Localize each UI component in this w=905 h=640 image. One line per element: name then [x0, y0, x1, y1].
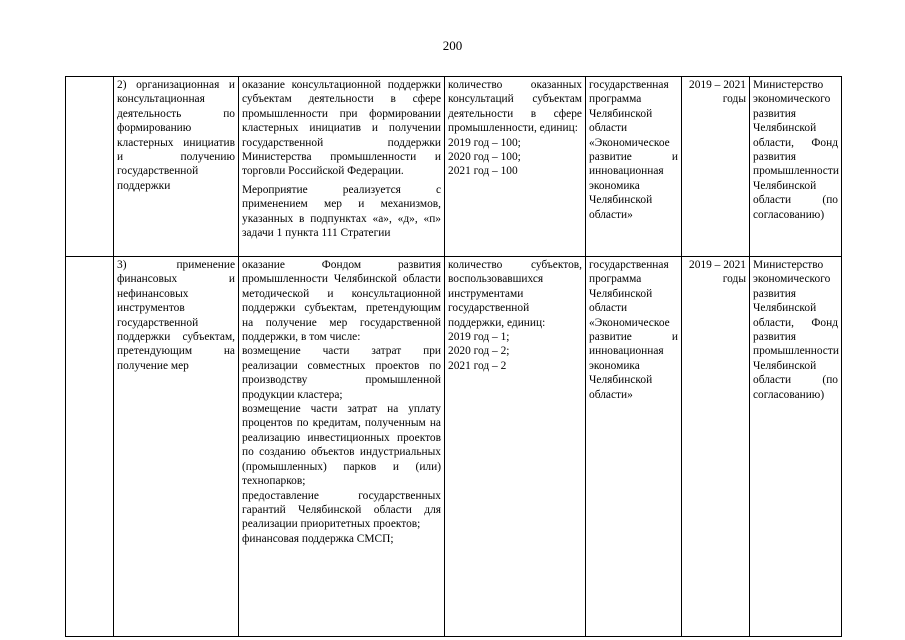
page-number: 200: [442, 38, 463, 53]
direction-cell: 3) применение финансовых и нефинансовых инструментов государственной поддержки субъектам, претендующим на получение мер: [114, 257, 239, 637]
table-row: [66, 257, 842, 637]
measure-paragraph: Мероприятие реализуется с применением мер и механизмов, указанных в подпунктах «а», «д», «п» задачи 1 пункта 111 Стратегии: [242, 183, 441, 240]
direction-cell: 2) организационная и консультационная деятельность по формированию кластерных инициатив и получению государственной поддержки: [114, 77, 239, 257]
indicator-value: 2019 год – 1;: [448, 331, 510, 344]
measure-paragraph: возмещение части затрат на уплату процентов по кредитам, полученным на реализацию инвестиционных проектов по созданию объектов индустриальных (промышленных) парков и (или) технопарков;: [242, 403, 441, 488]
table-row: [66, 77, 842, 257]
indicator-text: количество субъектов, воспользовавшихся инструментами государственной поддержки, единиц:: [448, 259, 582, 329]
measure-paragraph: оказание Фондом развития промышленности Челябинской области методической и консультационной поддержки субъектам, претендующим на получение мер государственной поддержки, в том числе:: [242, 259, 441, 344]
measure-cell: [239, 77, 445, 257]
measure-paragraph: финансовая поддержка СМСП;: [242, 532, 394, 545]
indicator-value: 2021 год – 2: [448, 359, 507, 372]
measure-paragraph: предоставление государственных гарантий Челябинской области для реализации приоритетных проектов;: [242, 489, 441, 531]
indicator-value: 2020 год – 100;: [448, 151, 521, 164]
program-cell: государственная программа Челябинской области «Экономическое развитие и инновационная экономика Челябинской области»: [586, 77, 682, 257]
indicator-cell: [445, 257, 586, 637]
measures-table: [65, 76, 842, 637]
indicator-value: 2020 год – 2;: [448, 345, 510, 358]
executors-cell: Министерство экономического развития Челябинской области, Фонд развития промышленности Челябинской области (по согласованию): [750, 257, 842, 637]
indicator-text: количество оказанных консультаций субъектам деятельности в сфере промышленности, единиц:: [448, 79, 582, 135]
measure-paragraph: возмещение части затрат при реализации совместных проектов по производству промышленной продукции кластера;: [242, 345, 441, 401]
indicator-value: 2019 год – 100;: [448, 136, 521, 149]
dates-cell: 2019 – 2021 годы: [682, 257, 750, 637]
executors-cell: Министерство экономического развития Челябинской области, Фонд развития промышленности Челябинской области (по согласованию): [750, 77, 842, 257]
dates-cell: 2019 – 2021 годы: [682, 77, 750, 257]
program-cell: государственная программа Челябинской области «Экономическое развитие и инновационная экономика Челябинской области»: [586, 257, 682, 637]
measure-paragraph: оказание консультационной поддержки субъектам деятельности в сфере промышленности при формировании кластерных инициатив и получении государственной поддержки Министерства промышленности и торговли Российской Федерации.: [242, 79, 441, 178]
measure-cell: [239, 257, 445, 637]
empty-cell: [66, 257, 114, 637]
indicator-cell: [445, 77, 586, 257]
empty-cell: [66, 77, 114, 257]
indicator-value: 2021 год – 100: [448, 165, 518, 178]
